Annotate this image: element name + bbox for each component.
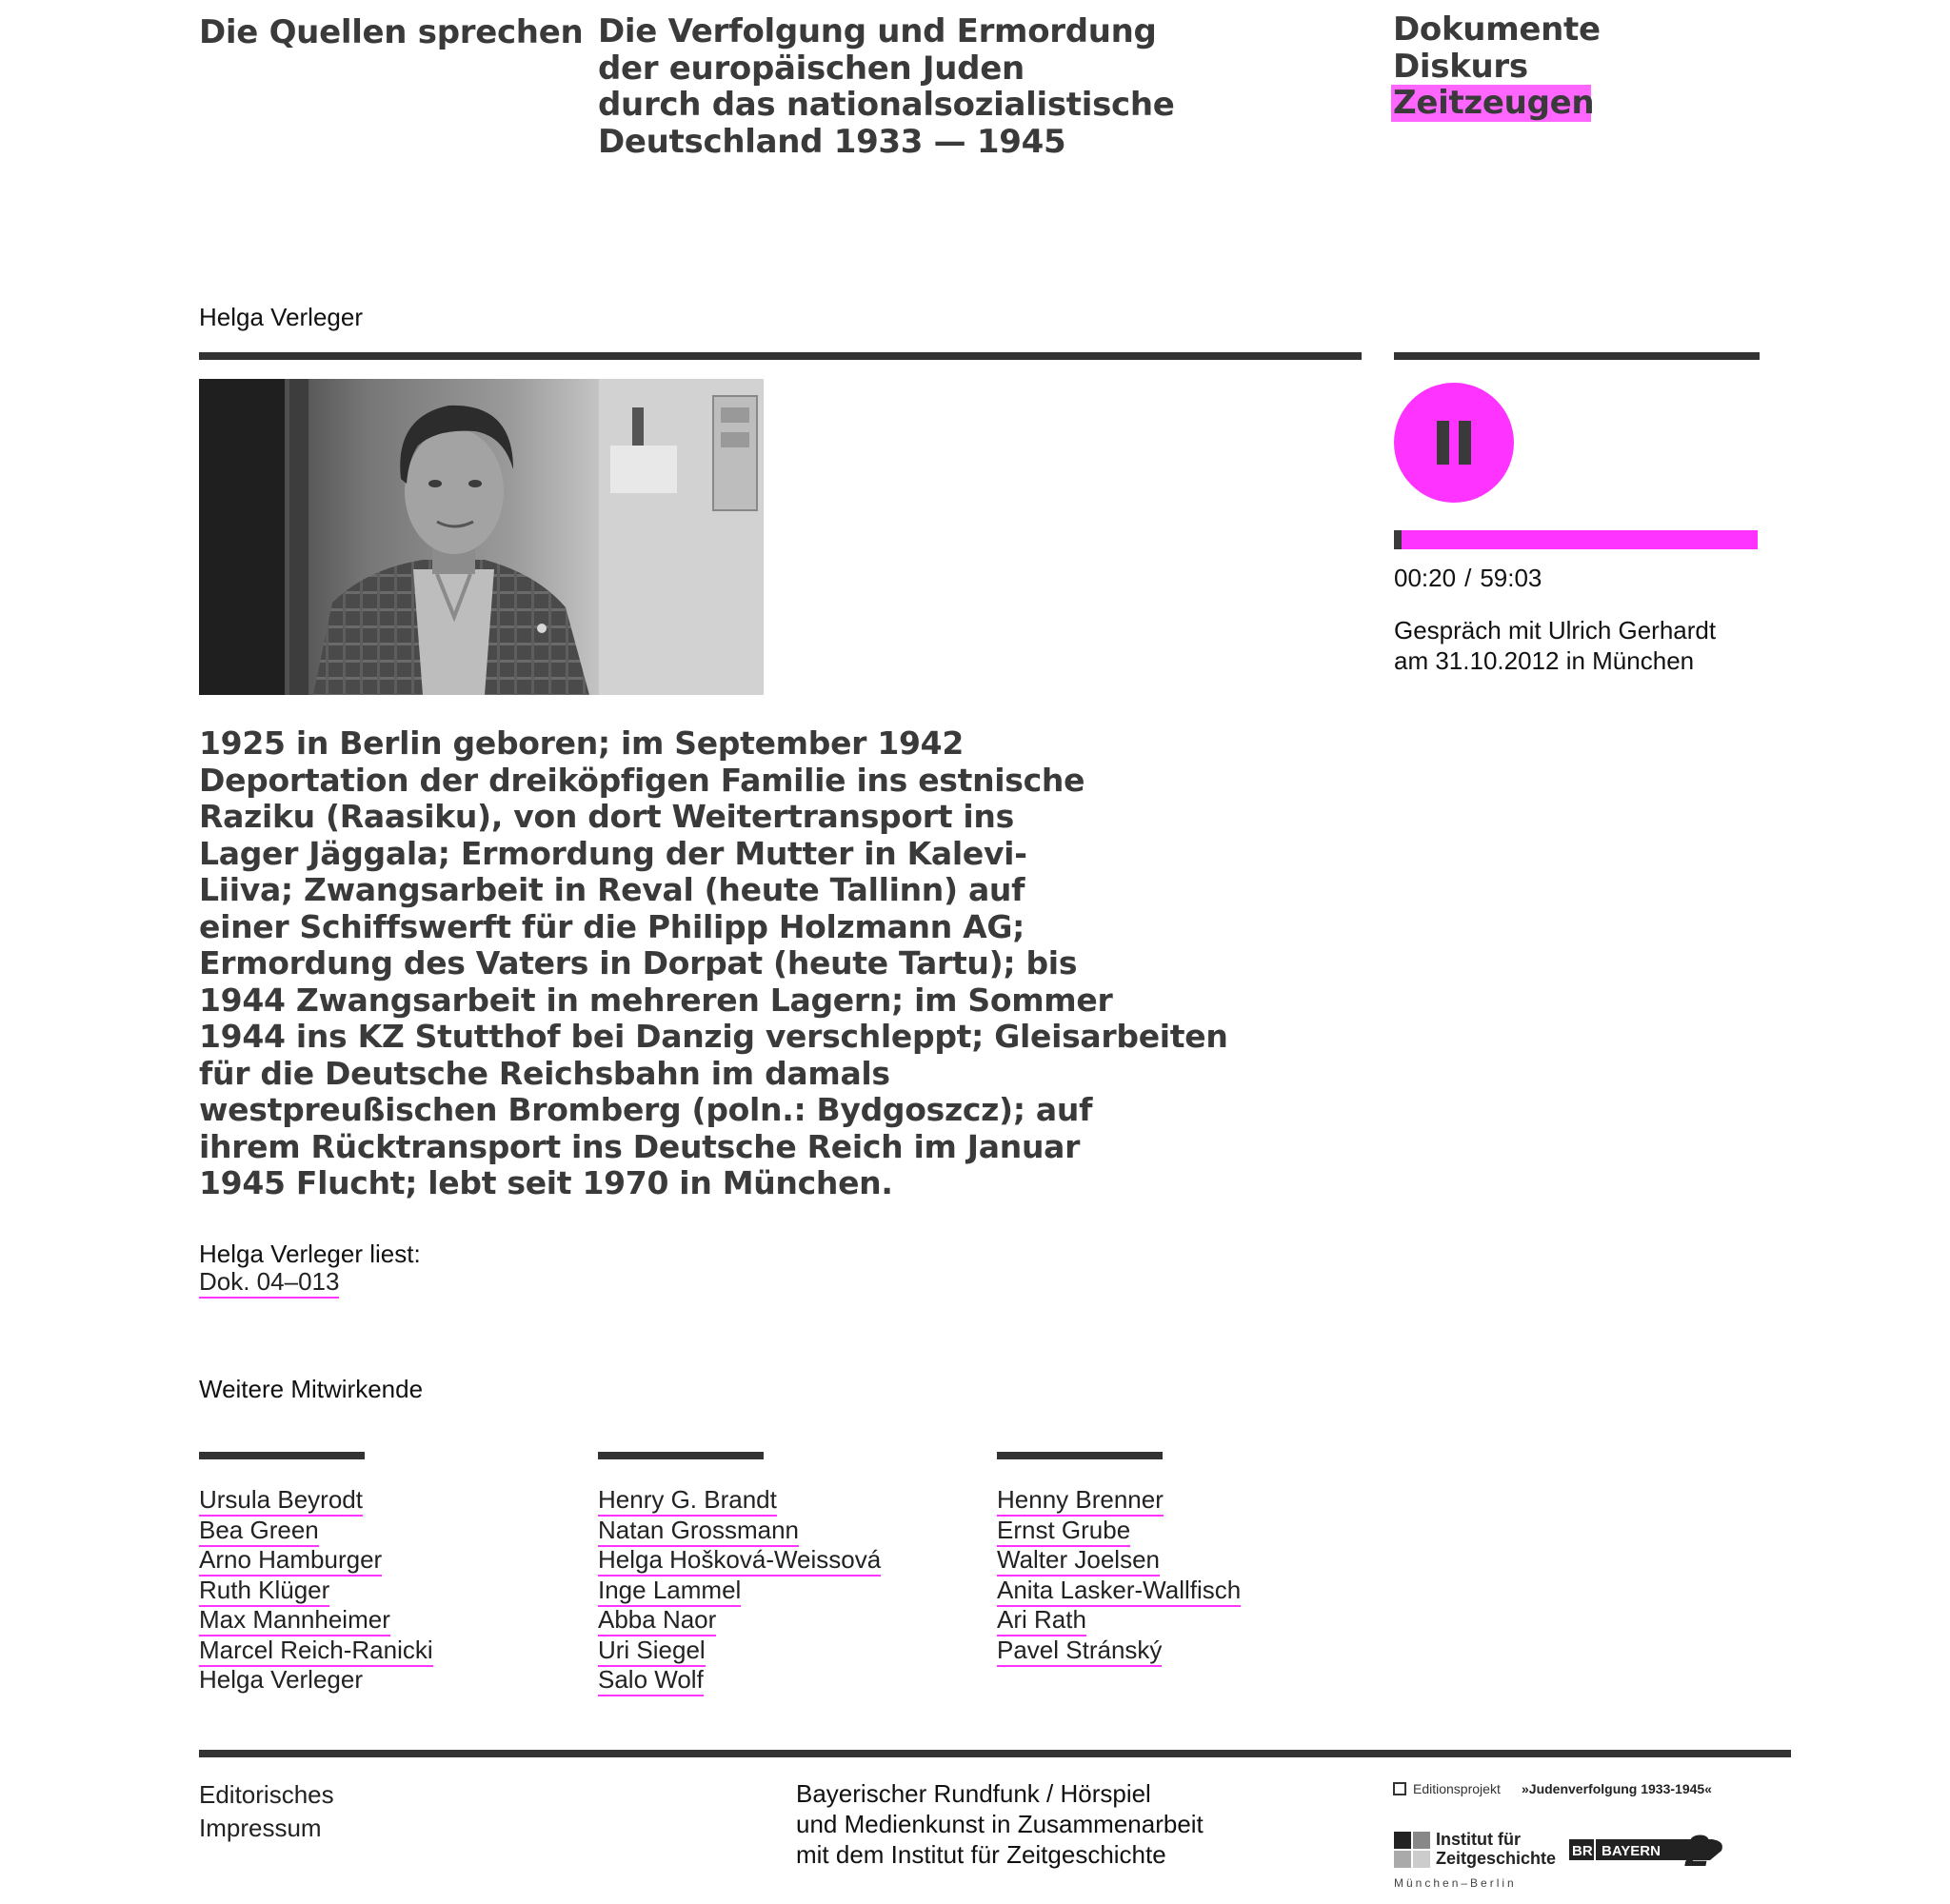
divider <box>1394 352 1760 360</box>
nav-item-zeitzeugen[interactable]: Zeitzeugen <box>1393 84 1595 122</box>
credit-line: Bayerischer Rundfunk / Hörspiel <box>796 1779 1151 1808</box>
contributor-link[interactable]: Ruth Klüger <box>199 1577 329 1607</box>
pause-icon <box>1437 421 1449 465</box>
progress-fill <box>1394 530 1402 549</box>
bio-line: für die Deutsche Reichsbahn im damals <box>199 1054 890 1092</box>
site-title[interactable]: Die Quellen sprechen <box>199 13 584 51</box>
bio-line: Lager Jäggala; Ermordung der Mutter in Kalevi- <box>199 834 1027 872</box>
subtitle-line: durch das nationalsozialistische <box>598 86 1175 124</box>
bio-line: 1945 Flucht; lebt seit 1970 in München. <box>199 1164 893 1201</box>
bio-line: ihrem Rücktransport ins Deutsche Reich im Januar <box>199 1127 1081 1165</box>
bio-line: Raziku (Raasiku), von dort Weitertransport ins <box>199 798 1014 835</box>
contributor-link[interactable]: Uri Siegel <box>598 1636 706 1667</box>
contributors-column-1 <box>199 1486 433 1696</box>
main-nav <box>1393 11 1601 122</box>
conversation-line: Gespräch mit Ulrich Gerhardt <box>1394 616 1717 645</box>
footer-divider <box>199 1750 1791 1757</box>
document-link[interactable]: Dok. 04–013 <box>199 1268 339 1299</box>
contributor-link[interactable]: Bea Green <box>199 1517 319 1547</box>
subtitle-line: der europäischen Juden <box>598 49 1025 88</box>
contributor-link[interactable]: Henny Brenner <box>997 1486 1164 1517</box>
bayern-label: BAYERN <box>1602 1843 1661 1859</box>
bio-line: Liiva; Zwangsarbeit in Reval (heute Tallinn) auf <box>199 871 1025 908</box>
partner-logos <box>1392 1773 1754 1894</box>
contributor-link[interactable]: Arno Hamburger <box>199 1546 382 1577</box>
divider <box>199 352 1362 360</box>
bio-line: 1925 in Berlin geboren; im September 1942 <box>199 724 964 762</box>
conversation-info <box>1394 615 1716 676</box>
contributor-link[interactable]: Natan Grossmann <box>598 1517 799 1547</box>
ifz-line1: Institut für <box>1436 1830 1521 1849</box>
column-divider <box>598 1452 764 1459</box>
credit-line: und Medienkunst in Zusammenarbeit <box>796 1810 1204 1838</box>
contributor-link[interactable]: Ari Rath <box>997 1606 1086 1636</box>
subtitle-line: Die Verfolgung und Ermordung <box>598 12 1157 50</box>
bio-line: einer Schiffswerft für die Philipp Holzmann AG; <box>199 907 1025 945</box>
footer-links <box>199 1778 334 1845</box>
time-display <box>1394 564 1542 593</box>
contributor-link[interactable]: Inge Lammel <box>598 1577 741 1607</box>
contributor-link[interactable]: Ernst Grube <box>997 1517 1130 1547</box>
contributor-link[interactable]: Max Mannheimer <box>199 1606 390 1636</box>
current-time: 00:20 <box>1394 564 1457 592</box>
pause-button[interactable] <box>1394 383 1514 503</box>
audio-progress-bar[interactable] <box>1394 530 1758 549</box>
edition-prefix: Editionsprojekt <box>1413 1781 1501 1796</box>
bayern-number: 2 <box>1685 1826 1710 1875</box>
footer-link-impressum[interactable]: Impressum <box>199 1814 322 1842</box>
ifz-line3: München–Berlin <box>1394 1876 1517 1890</box>
subtitle-line: Deutschland 1933 — 1945 <box>598 122 1066 161</box>
contributor-link[interactable]: Salo Wolf <box>598 1666 704 1696</box>
contributor-link[interactable]: Pavel Stránský <box>997 1636 1162 1667</box>
time-separator: / <box>1464 564 1472 592</box>
contributor-link[interactable]: Marcel Reich-Ranicki <box>199 1636 433 1667</box>
footer-credit <box>796 1778 1204 1870</box>
contributor-link[interactable]: Walter Joelsen <box>997 1546 1160 1577</box>
portrait-photo <box>199 379 764 695</box>
ifz-logo <box>1394 1830 1556 1890</box>
nav-item-diskurs[interactable]: Diskurs <box>1393 47 1528 86</box>
column-divider <box>199 1452 365 1459</box>
contributor-link[interactable]: Helga Hošková-Weissová <box>598 1546 881 1577</box>
edition-title: »Judenverfolgung 1933-1945« <box>1522 1781 1712 1796</box>
contributor-link[interactable]: Ursula Beyrodt <box>199 1486 363 1517</box>
ifz-line2: Zeitgeschichte <box>1436 1849 1557 1868</box>
conversation-line: am 31.10.2012 in München <box>1394 646 1695 675</box>
contributors-title: Weitere Mitwirkende <box>199 1375 424 1403</box>
contributor-current: Helga Verleger <box>199 1665 363 1694</box>
total-time: 59:03 <box>1480 564 1542 592</box>
reads-label: Helga Verleger liest: <box>199 1240 421 1268</box>
br-mark: BR <box>1572 1843 1593 1859</box>
credit-line: mit dem Institut für Zeitgeschichte <box>796 1840 1166 1869</box>
site-subtitle <box>598 12 1175 161</box>
column-divider <box>997 1452 1163 1459</box>
contributor-link[interactable]: Abba Naor <box>598 1606 716 1636</box>
bio-line: Deportation der dreiköpfigen Familie ins estnische <box>199 761 1085 799</box>
contributors-column-2 <box>598 1486 881 1696</box>
contributor-link[interactable]: Henry G. Brandt <box>598 1486 777 1517</box>
bio-line: 1944 ins KZ Stutthof bei Danzig verschleppt; Gleisarbeiten <box>199 1018 1228 1055</box>
pause-icon <box>1459 421 1471 465</box>
biography <box>199 724 1228 1202</box>
contributor-link[interactable]: Anita Lasker-Wallfisch <box>997 1577 1241 1607</box>
edition-logo <box>1394 1781 1712 1796</box>
bio-line: westpreußischen Bromberg (poln.: Bydgoszcz); auf <box>199 1091 1093 1128</box>
contributors-column-3 <box>997 1486 1241 1666</box>
nav-item-dokumente[interactable]: Dokumente <box>1393 10 1601 49</box>
bio-line: Ermordung des Vaters in Dorpat (heute Tartu); bis <box>199 944 1078 982</box>
bayern2-logo <box>1569 1826 1722 1875</box>
person-name: Helga Verleger <box>199 303 363 331</box>
bio-line: 1944 Zwangsarbeit in mehreren Lagern; im Sommer <box>199 981 1113 1019</box>
footer-link-editorisches[interactable]: Editorisches <box>199 1780 334 1809</box>
